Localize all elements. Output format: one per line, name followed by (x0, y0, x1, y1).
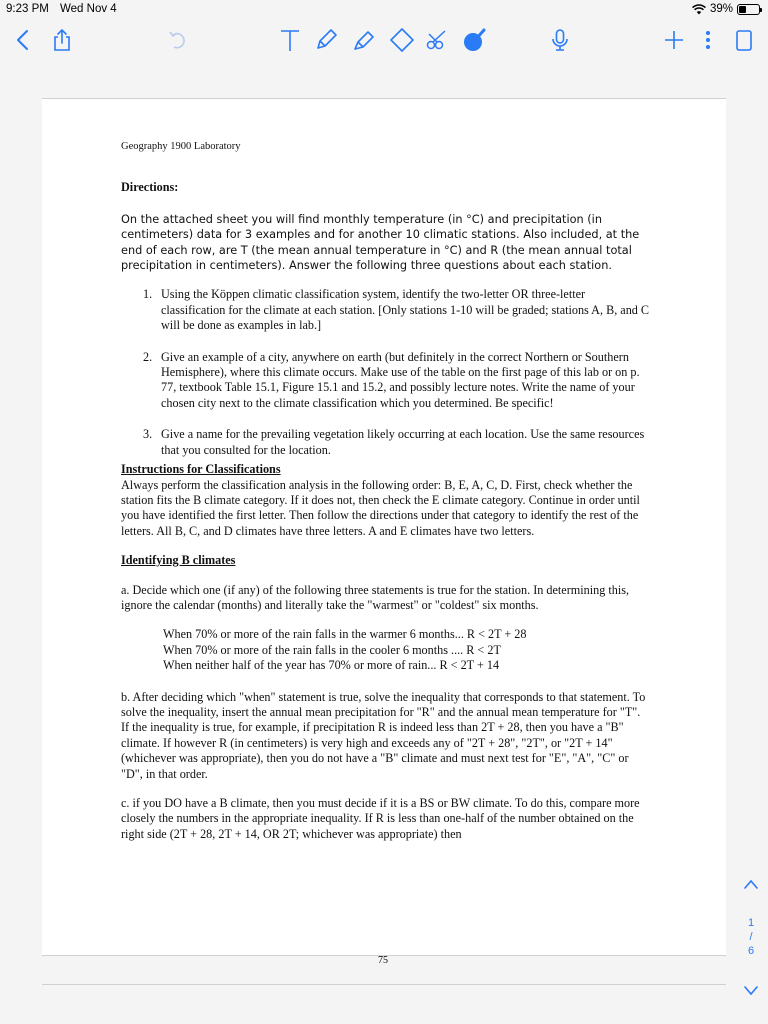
step-b-paragraph: b. After deciding which "when" statement is true, solve the inequality that corresponds to that statement. To solve the inequality, insert the annual mean precipitation for "R" and the annual mean temperature for "T". If the inequality is true, for example, if precipitation R is indeed less than 2T + 28, then you have a "B" climate. If however R (in centimeters) is very high and exceeds any of "2T + 28", "2T", or "2T + 14" (whichever was appropriate), then you do not have a "B" climate and must next test for "E", "A", "C" or "D", in that order. (121, 689, 646, 781)
pen-icon (313, 27, 339, 53)
status-time: 9:23 PM (6, 3, 49, 15)
question-text: Using the Köppen climatic classification system, identify the two-letter OR three-letter classification for the climate at each station. [Only stations 1-10 will be graded; stations A, B, and C will be done as examples in lab.] (161, 287, 650, 333)
question-text: Give a name for the prevailing vegetation likely occurring at each location. Use the same resources that you consulted for the location. (161, 427, 645, 457)
text-tool-button[interactable] (276, 26, 304, 54)
status-right (692, 3, 760, 15)
add-icon (661, 27, 687, 53)
step-c-paragraph: c. if you DO have a B climate, then you must decide if it is a BS or BW climate. To do this, compare more closely the numbers in the appropriate inequality. If R is less than one-half of the number obtained on the right side (2T + 28, 2T + 14, OR 2T; whichever was appropriate) then (121, 796, 640, 841)
status-bar (0, 0, 768, 20)
total-pages: 6 (747, 945, 755, 957)
document-page[interactable] (42, 98, 726, 966)
pages-icon (731, 27, 757, 53)
inequality-line: When 70% or more of the rain falls in the warmer 6 months... R < 2T + 28 (163, 627, 527, 642)
question-number: 2. (143, 349, 153, 364)
document-content (121, 139, 651, 856)
page-separator: / (749, 931, 753, 943)
chevron-left-icon (11, 27, 37, 53)
toolbar (0, 20, 768, 60)
page-number: 75 (378, 955, 388, 966)
text-tool-icon (277, 27, 303, 53)
b-climates-heading: Identifying B climates (121, 553, 236, 568)
color-palette-icon (461, 27, 487, 53)
scissors-button[interactable] (424, 26, 452, 54)
list-item (143, 350, 651, 412)
more-icon (695, 27, 721, 53)
pages-button[interactable] (730, 26, 758, 54)
question-number: 3. (143, 427, 153, 442)
share-icon (49, 27, 75, 53)
list-item (143, 427, 651, 458)
question-number: 1. (143, 287, 153, 302)
page-indicator (748, 916, 754, 958)
chevron-up-icon[interactable] (743, 878, 759, 890)
battery-percent: 39% (709, 3, 733, 15)
color-button[interactable] (460, 26, 488, 54)
back-button[interactable] (10, 26, 38, 54)
intro-paragraph: On the attached sheet you will find monthly temperature (in °C) and precipitation (in centimeters) data for 3 examples and for another 10 climatic stations. Also included, at the end of each row, are T (the mean annual temperature in °C) and R (the mean annual total precipitation in centimeters). Answer the following three questions about each station. (121, 212, 640, 273)
highlighter-button[interactable] (350, 26, 378, 54)
share-button[interactable] (48, 26, 76, 54)
instructions-heading: Instructions for Classifications (121, 462, 281, 477)
doc-header: Geography 1900 Laboratory (121, 141, 241, 152)
question-text: Give an example of a city, anywhere on earth (but definitely in the correct Northern or Southern Hemisphere), where this climate occurs. Make use of the table on the first page of this lab or on p. 77, textbook Table 15.1, Figure 15.1 and 15.2, and possibly lecture notes. Write the name of your chosen city next to the climate classification which you determined. Be specific! (161, 349, 640, 410)
eraser-button[interactable] (388, 26, 416, 54)
next-page-edge (42, 984, 726, 985)
questions-list (143, 287, 651, 458)
battery-icon (737, 4, 760, 15)
inequality-line: When neither half of the year has 70% or more of rain... R < 2T + 14 (163, 658, 500, 673)
more-button[interactable] (694, 26, 722, 54)
status-date: Wed Nov 4 (60, 3, 117, 15)
undo-icon (165, 27, 191, 53)
microphone-button[interactable] (546, 26, 574, 54)
microphone-icon (547, 27, 573, 53)
directions-title: Directions: (121, 180, 179, 195)
step-a-paragraph: a. Decide which one (if any) of the following three statements is true for the station. In determining this, ignore the calendar (months) and literally take the "warmest" or "coldest" six months. (121, 582, 630, 612)
eraser-icon (389, 27, 415, 53)
list-item (143, 287, 651, 333)
scissors-icon (425, 27, 451, 53)
wifi-icon (692, 4, 706, 15)
instructions-paragraph: Always perform the classification analysis in the following order: B, E, A, C, D. First, check whether the station fits the B climate category. If it does not, then check the E climate category. Continue in order until you have identified the first letter. Then follow the directions under that category to identify the rest of the letters. All B, C, and D climates have three letters. A and E climates have two letters. (121, 477, 640, 538)
highlighter-icon (351, 27, 377, 53)
page-scroller[interactable] (740, 878, 762, 996)
current-page: 1 (747, 917, 755, 929)
inequalities-block (163, 627, 651, 673)
add-button[interactable] (660, 26, 688, 54)
undo-button[interactable] (164, 26, 192, 54)
pen-button[interactable] (312, 26, 340, 54)
document-viewer[interactable] (0, 66, 768, 1024)
chevron-down-icon[interactable] (743, 984, 759, 996)
inequality-line: When 70% or more of the rain falls in the cooler 6 months .... R < 2T (163, 642, 501, 657)
